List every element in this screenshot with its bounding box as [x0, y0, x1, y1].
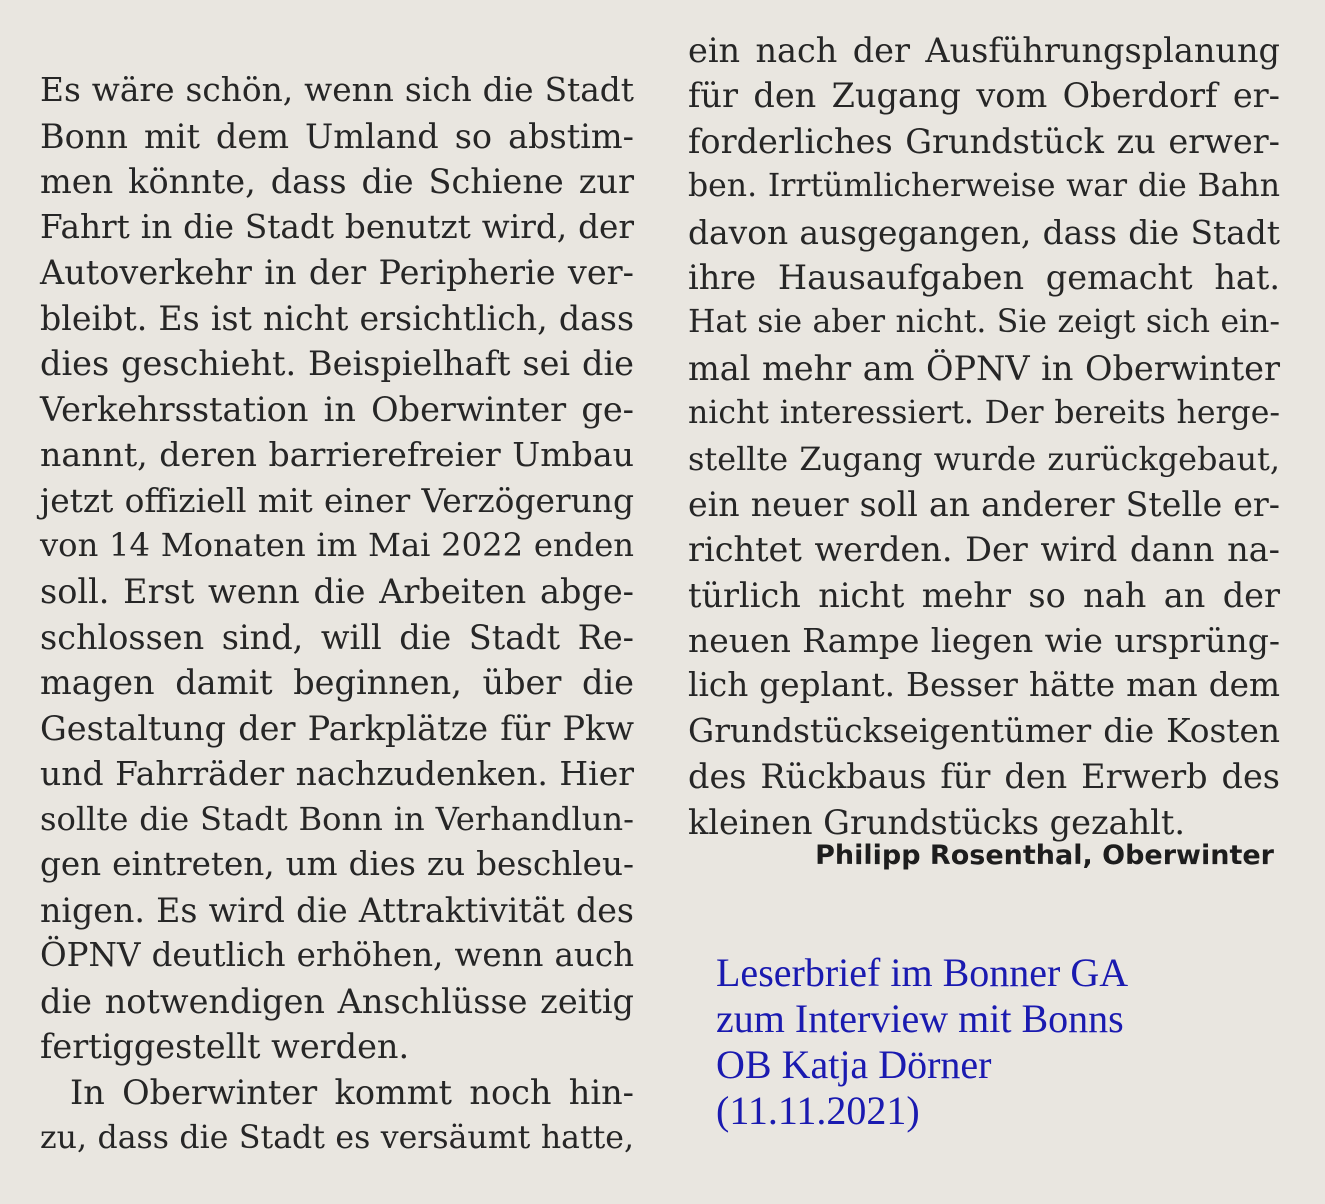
text-line: ein neuer soll an anderer Stelle er-: [688, 484, 1280, 524]
text-line: Grundstückseigentümer die Kosten: [688, 711, 1280, 750]
text-line: kleinen Grundstücks gezahlt.: [688, 802, 1185, 842]
text-line: jetzt offiziell mit einer Verzögerung: [40, 480, 634, 520]
text-line: Fahrt in die Stadt benutzt wird, der: [40, 207, 634, 246]
text-line: magen damit beginnen, über die: [40, 663, 634, 703]
text-line: In Oberwinter kommt noch hin-: [70, 1073, 634, 1113]
text-line: türlich nicht mehr so nah an der: [688, 575, 1280, 615]
text-line: zu, dass die Stadt es versäumt hatte,: [40, 1119, 634, 1156]
author-signature: Philipp Rosenthal, Oberwinter: [815, 840, 1274, 871]
text-line: nicht interessiert. Der bereits herge-: [688, 395, 1280, 432]
caption-line: zum Interview mit Bonns: [716, 996, 1124, 1041]
text-line: Autoverkehr in der Peripherie ver-: [40, 253, 634, 293]
text-line: des Rückbaus für den Erwerb des: [688, 757, 1280, 797]
text-line: dies geschieht. Beispielhaft sei die: [40, 344, 634, 384]
text-line: sollte die Stadt Bonn in Verhandlun-: [40, 799, 634, 838]
text-line: davon ausgegangen, dass die Stadt: [688, 212, 1280, 252]
text-line: die notwendigen Anschlüsse zeitig: [40, 981, 634, 1021]
text-line: stellte Zugang wurde zurückgebaut,: [688, 439, 1280, 478]
text-line: Es wäre schön, wenn sich die Stadt: [40, 71, 634, 109]
text-line: ben. Irrtümlicherweise war die Bahn: [688, 168, 1280, 205]
text-line: Gestaltung der Parkplätze für Pkw: [40, 708, 634, 748]
text-line: von 14 Monaten im Mai 2022 enden: [40, 526, 634, 565]
caption-line: (11.11.2021): [716, 1088, 920, 1133]
text-line: Verkehrsstation in Oberwinter ge-: [40, 389, 634, 429]
text-line: für den Zugang vom Oberdorf er-: [688, 76, 1280, 116]
text-line: nannt, deren barrierefreier Umbau: [40, 435, 634, 475]
text-line: und Fahrräder nachzudenken. Hier: [40, 754, 634, 794]
caption-note: [716, 950, 1316, 1134]
text-line: neuen Rampe liegen wie ursprüng-: [688, 621, 1280, 661]
text-line: richtet werden. Der wird dann na-: [688, 530, 1280, 570]
caption-line: Leserbrief im Bonner GA: [716, 950, 1129, 995]
text-line: gen eintreten, um dies zu beschleu-: [40, 845, 634, 884]
text-line: ÖPNV deutlich erhöhen, wenn auch: [40, 936, 634, 975]
text-line: ihre Hausaufgaben gemacht hat.: [688, 257, 1280, 297]
letter-column-left: [40, 68, 634, 1161]
text-line: men könnte, dass die Schiene zur: [40, 162, 634, 202]
text-line: ein nach der Ausführungsplanung: [688, 31, 1280, 70]
text-line: fertiggestellt werden.: [40, 1027, 410, 1067]
text-line: Bonn mit dem Umland so abstim-: [40, 116, 634, 156]
text-line: Hat sie aber nicht. Sie zeigt sich ein-: [688, 304, 1280, 341]
text-line: soll. Erst wenn die Arbeiten abge-: [40, 572, 634, 612]
text-line: forderliches Grundstück zu erwer-: [688, 121, 1280, 161]
text-line: mal mehr am ÖPNV in Oberwinter: [688, 348, 1280, 388]
text-line: lich geplant. Besser hätte man dem: [688, 666, 1280, 705]
text-line: schlossen sind, will die Stadt Re-: [40, 617, 634, 657]
letter-column-right: [688, 28, 1280, 845]
text-line: bleibt. Es ist nicht ersichtlich, dass: [40, 298, 634, 338]
caption-line: OB Katja Dörner: [716, 1042, 992, 1087]
text-line: nigen. Es wird die Attraktivität des: [40, 890, 634, 930]
